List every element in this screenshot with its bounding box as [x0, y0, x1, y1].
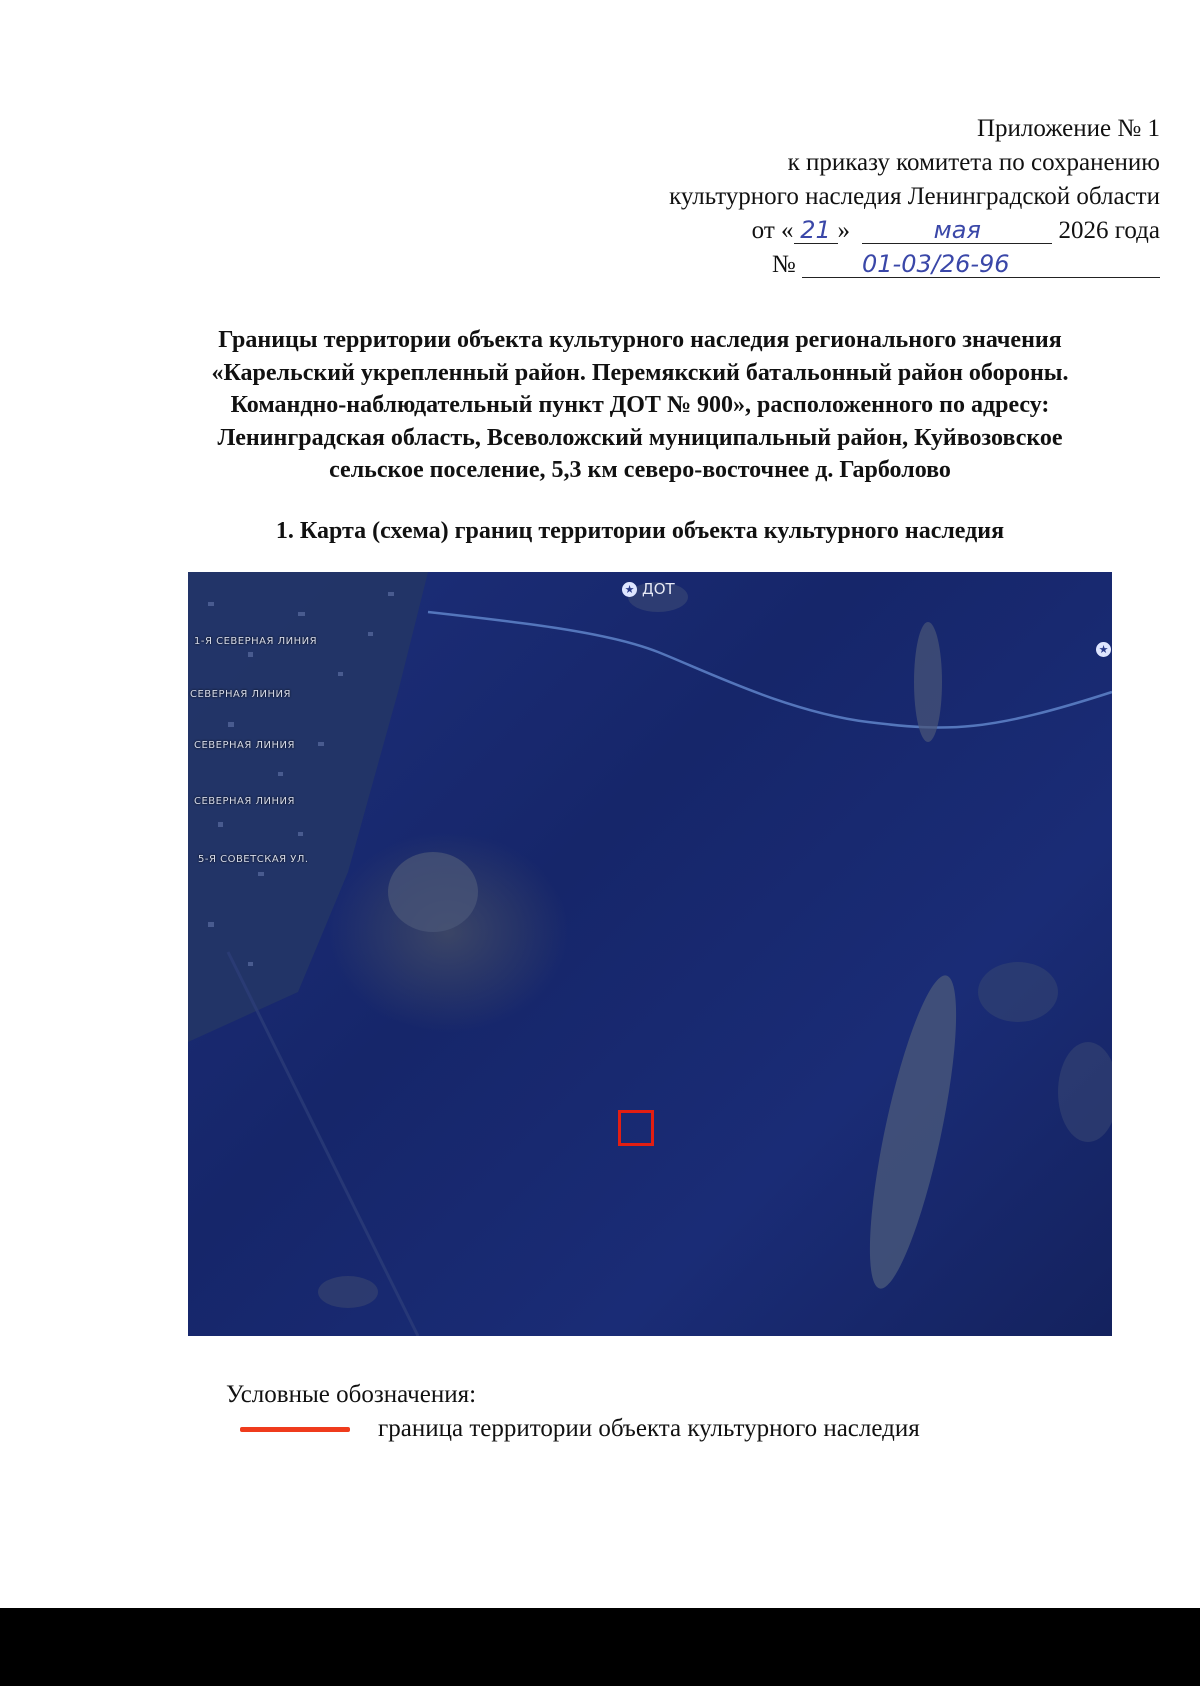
- street-label-1: 1-Я СЕВЕРНАЯ ЛИНИЯ: [194, 636, 318, 647]
- appendix-header: [669, 112, 1160, 282]
- poi-label: ДОТ: [642, 580, 675, 598]
- date-prefix: от «: [751, 217, 794, 244]
- order-date: [669, 214, 1160, 248]
- section-title: 1. Карта (схема) границ территории объекта культурного наследия: [275, 518, 1005, 544]
- date-day: 21: [794, 217, 838, 244]
- appendix-title: Приложение № 1: [976, 115, 1160, 142]
- street-label-5: 5-Я СОВЕТСКАЯ УЛ.: [198, 854, 309, 865]
- date-mid: »: [837, 217, 851, 244]
- map-poi-dot[interactable]: [622, 580, 675, 598]
- legend-title: Условные обозначения:: [226, 1381, 477, 1408]
- street-label-3: СЕВЕРНАЯ ЛИНИЯ: [194, 740, 295, 751]
- title-line-2: «Карельский укрепленный район. Перемякский батальонный район обороны.: [211, 359, 1069, 386]
- document-title: [120, 324, 1160, 487]
- title-line-5: сельское поселение, 5,3 км северо-восточнее д. Гарболово: [329, 457, 951, 483]
- legend-item-boundary: [240, 1412, 920, 1446]
- title-line-4: Ленинградская область, Всеволожский муниципальный район, Куйвозовское: [217, 424, 1063, 451]
- title-line-3: Командно-наблюдательный пункт ДОТ № 900», расположенного по адресу:: [230, 392, 1050, 418]
- map-terrain: [188, 572, 1112, 1336]
- star-icon: ★: [622, 582, 637, 597]
- date-year: 2026 года: [1058, 217, 1160, 244]
- number-value: 01-03/26-96: [802, 251, 1160, 278]
- title-line-1: Границы территории объекта культурного наследия регионального значения: [218, 327, 1062, 353]
- legend-swatch-red-line: [240, 1427, 350, 1432]
- legend-item-label: граница территории объекта культурного наследия: [378, 1415, 920, 1442]
- star-icon: ★: [1096, 642, 1111, 657]
- heritage-boundary-square: [618, 1110, 654, 1146]
- appendix-line-2: к приказу комитета по сохранению: [787, 149, 1160, 176]
- scan-bottom-bar: [0, 1608, 1200, 1686]
- order-number: [669, 248, 1160, 282]
- number-sign: №: [771, 251, 796, 278]
- satellite-map: [188, 572, 1112, 1336]
- date-month: мая: [862, 217, 1052, 244]
- map-poi-edge[interactable]: [1096, 642, 1111, 657]
- street-label-4: СЕВЕРНАЯ ЛИНИЯ: [194, 796, 295, 807]
- street-label-2: СЕВЕРНАЯ ЛИНИЯ: [190, 689, 291, 700]
- appendix-line-3: культурного наследия Ленинградской области: [669, 183, 1160, 210]
